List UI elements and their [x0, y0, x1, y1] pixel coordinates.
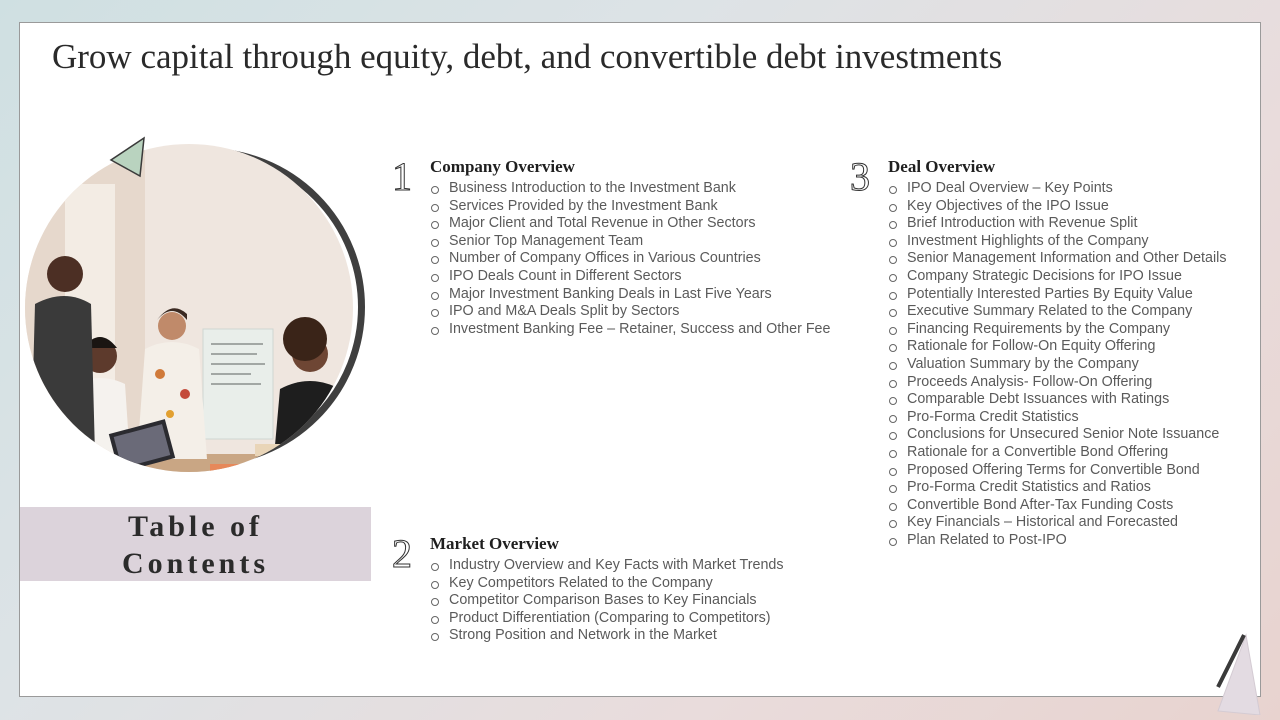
- list-item: Senior Top Management Team: [430, 233, 830, 251]
- toc-line-1: Table of: [127, 510, 264, 543]
- list-item: Pro-Forma Credit Statistics and Ratios: [888, 479, 1226, 497]
- list-item: Strong Position and Network in the Market: [430, 627, 784, 645]
- section-number: 2: [392, 531, 412, 576]
- list-item: Rationale for Follow-On Equity Offering: [888, 338, 1226, 356]
- list-item: Competitor Comparison Bases to Key Financials: [430, 592, 784, 610]
- section-heading: Company Overview: [430, 157, 575, 176]
- list-item: Business Introduction to the Investment Bank: [430, 180, 830, 198]
- list-item: Proceeds Analysis- Follow-On Offering: [888, 374, 1226, 392]
- list-item: Valuation Summary by the Company: [888, 356, 1226, 374]
- list-item: Proposed Offering Terms for Convertible Bond: [888, 462, 1226, 480]
- section-item-list: [430, 557, 784, 645]
- section-heading: Deal Overview: [888, 157, 996, 176]
- list-item: Key Competitors Related to the Company: [430, 575, 784, 593]
- section-item-list: [430, 180, 830, 338]
- section-number: 3: [850, 154, 870, 199]
- list-item: Pro-Forma Credit Statistics: [888, 409, 1226, 427]
- list-item: Comparable Debt Issuances with Ratings: [888, 391, 1226, 409]
- list-item: Potentially Interested Parties By Equity Value: [888, 286, 1226, 304]
- list-item: Company Strategic Decisions for IPO Issue: [888, 268, 1226, 286]
- list-item: Major Investment Banking Deals in Last Five Years: [430, 286, 830, 304]
- list-item: IPO and M&A Deals Split by Sectors: [430, 303, 830, 321]
- list-item: Product Differentiation (Comparing to Competitors): [430, 610, 784, 628]
- list-item: Investment Highlights of the Company: [888, 233, 1226, 251]
- list-item: Industry Overview and Key Facts with Market Trends: [430, 557, 784, 575]
- section-number: 1: [392, 154, 412, 199]
- toc-line-2: Contents: [121, 547, 269, 580]
- meeting-photo: [25, 144, 353, 472]
- section-heading: Market Overview: [430, 534, 559, 553]
- list-item: Financing Requirements by the Company: [888, 321, 1226, 339]
- list-item: Services Provided by the Investment Bank: [430, 198, 830, 216]
- list-item: Major Client and Total Revenue in Other Sectors: [430, 215, 830, 233]
- list-item: Rationale for a Convertible Bond Offering: [888, 444, 1226, 462]
- section-item-list: [888, 180, 1226, 549]
- slide: [19, 22, 1261, 697]
- list-item: Number of Company Offices in Various Countries: [430, 250, 830, 268]
- list-item: Conclusions for Unsecured Senior Note Issuance: [888, 426, 1226, 444]
- list-item: Investment Banking Fee – Retainer, Success and Other Fee: [430, 321, 830, 339]
- list-item: Brief Introduction with Revenue Split: [888, 215, 1226, 233]
- list-item: Key Financials – Historical and Forecasted: [888, 514, 1226, 532]
- list-item: Plan Related to Post-IPO: [888, 532, 1226, 550]
- list-item: Executive Summary Related to the Company: [888, 303, 1226, 321]
- table-of-contents-label: [20, 507, 371, 581]
- list-item: IPO Deal Overview – Key Points: [888, 180, 1226, 198]
- corner-triangle-icon: [1196, 631, 1262, 715]
- page-title: Grow capital through equity, debt, and convertible debt investments: [52, 37, 1003, 76]
- list-item: IPO Deals Count in Different Sectors: [430, 268, 830, 286]
- triangle-decoration-icon: [108, 136, 148, 178]
- list-item: Key Objectives of the IPO Issue: [888, 198, 1226, 216]
- list-item: Convertible Bond After-Tax Funding Costs: [888, 497, 1226, 515]
- list-item: Senior Management Information and Other Details: [888, 250, 1226, 268]
